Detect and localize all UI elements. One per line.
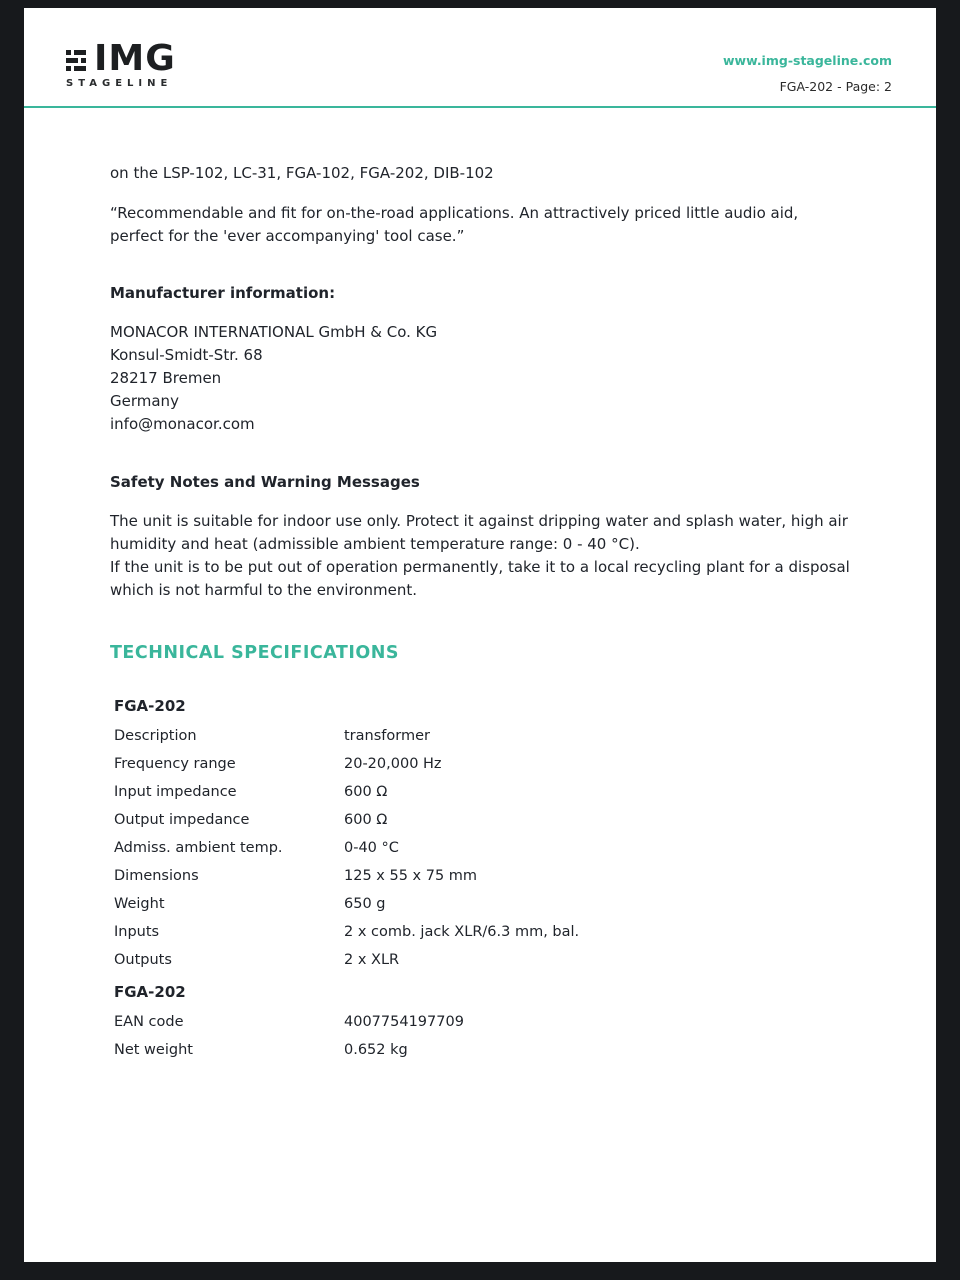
spec-section-title: FGA-202 (114, 697, 186, 715)
spec-label: EAN code (114, 1014, 184, 1030)
spec-label: Outputs (114, 952, 172, 968)
safety-heading: Safety Notes and Warning Messages (110, 473, 420, 491)
spec-value: 2 x XLR (344, 952, 400, 968)
spec-row (114, 757, 850, 772)
spec-row (114, 1015, 850, 1030)
spec-row (114, 897, 850, 912)
spec-value: 20-20,000 Hz (344, 756, 442, 772)
page-reference: FGA-202 - Page: 2 (779, 79, 892, 94)
manufacturer-line: Germany (110, 392, 179, 410)
spec-section-general (110, 695, 850, 968)
manufacturer-heading: Manufacturer information: (110, 284, 336, 302)
spec-label: Dimensions (114, 868, 199, 884)
spec-section-logistics (110, 981, 850, 1058)
spec-row (114, 953, 850, 968)
spec-label: Net weight (114, 1042, 193, 1058)
safety-lines (110, 510, 850, 602)
safety-line: If the unit is to be put out of operation permanently, take it to a local recycling plant for a disposal which is not harmful to the environment. (110, 558, 850, 599)
spec-row (114, 729, 850, 744)
spec-value: 0.652 kg (344, 1042, 408, 1058)
document-page (24, 8, 936, 1262)
website-link[interactable]: www.img-stageline.com (722, 53, 892, 68)
spec-row (114, 1043, 850, 1058)
manufacturer-line: info@monacor.com (110, 415, 255, 433)
spec-row (114, 841, 850, 856)
logo-text-stageline: STAGELINE (66, 78, 173, 89)
manufacturer-line: MONACOR INTERNATIONAL GmbH & Co. KG (110, 323, 438, 341)
spec-table (114, 729, 850, 968)
img-stageline-logo (64, 38, 176, 89)
spec-label: Weight (114, 896, 165, 912)
spec-row (114, 813, 850, 828)
spec-label: Inputs (114, 924, 160, 940)
equalizer-bars-icon (64, 46, 88, 74)
manufacturer-line: 28217 Bremen (110, 369, 222, 387)
technical-specifications-heading: TECHNICAL SPECIFICATIONS (110, 643, 399, 663)
spec-value: 600 Ω (344, 812, 388, 828)
spec-label: Frequency range (114, 756, 236, 772)
manufacturer-lines (110, 321, 850, 436)
manufacturer-section (110, 282, 850, 436)
spec-row (114, 869, 850, 884)
safety-section (110, 471, 850, 602)
spec-value: 0-40 °C (344, 840, 399, 856)
spec-label: Admiss. ambient temp. (114, 840, 283, 856)
review-quote: “Recommendable and fit for on-the-road applications. An attractively priced little audio aid, perfect for the 'ever accompanying' tool case.” (110, 204, 799, 245)
spec-row (114, 785, 850, 800)
spec-value: 2 x comb. jack XLR/6.3 mm, bal. (344, 924, 580, 940)
spec-value: 650 g (344, 896, 386, 912)
spec-label: Input impedance (114, 784, 237, 800)
spec-value: 4007754197709 (344, 1014, 464, 1030)
spec-row (114, 925, 850, 940)
manufacturer-line: Konsul-Smidt-Str. 68 (110, 346, 263, 364)
spec-label: Output impedance (114, 812, 250, 828)
spec-table (114, 1015, 850, 1058)
safety-line: The unit is suitable for indoor use only. Protect it against dripping water and splash water, high air humidity and heat (admissible ambient temperature range: 0 - 40 °C). (110, 512, 848, 553)
page-header (24, 8, 936, 108)
spec-value: 600 Ω (344, 784, 388, 800)
document-content (24, 108, 936, 1058)
spec-value: 125 x 55 x 75 mm (344, 868, 478, 884)
spec-label: Description (114, 728, 197, 744)
models-line: on the LSP-102, LC-31, FGA-102, FGA-202, DIB-102 (110, 164, 494, 182)
logo-text-img: IMG (94, 38, 176, 79)
spec-section-title: FGA-202 (114, 983, 186, 1001)
spec-value: transformer (344, 728, 430, 744)
